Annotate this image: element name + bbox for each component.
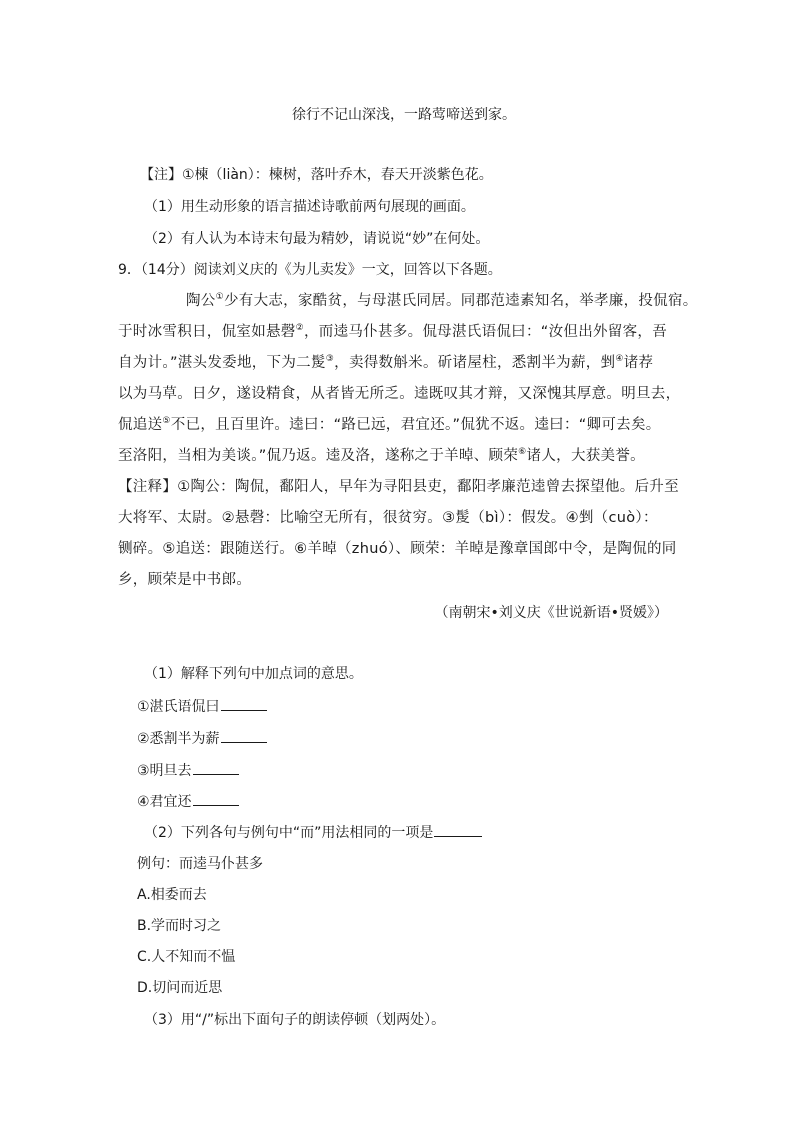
passage-line-4: 以为马草。日夕，遂设精食，从者皆无所乏。逵既叹其才辩，又深愧其厚意。明旦去， xyxy=(118,386,681,402)
sub-question-2-example: 例句：而逵马仆甚多 xyxy=(137,856,263,872)
option-a: A.相委而去 xyxy=(137,887,207,903)
annotation-line-3: 铡碎。⑤追送：跟随送行。⑥羊晫（zhuó）、顾荣：羊晫是豫章国郎中令，是陶侃的同 xyxy=(118,541,677,557)
passage-line-6: 至洛阳，当相为美谈。”侃乃返。逵及洛，遂称之于羊晫、顾荣⑥诸人，大获美誉。 xyxy=(118,447,645,464)
answer-blank[interactable] xyxy=(193,791,239,806)
sub-question-1-item: ④君宜还 xyxy=(137,791,697,812)
question-2: （2）有人认为本诗末句最为精妙，请说说“妙”在何处。 xyxy=(144,231,490,247)
answer-blank[interactable] xyxy=(221,728,267,743)
passage-line-2: 于时冰雪积日，侃室如悬磬②，而逵马仆甚多。侃母湛氏语侃曰：“汝但出外留客，吾 xyxy=(118,323,667,340)
annotation-line-1: 【注释】①陶公：陶侃，鄱阳人，早年为寻阳县吏，鄱阳孝廉范逵曾去探望他。后升至 xyxy=(118,479,679,495)
passage-source: （南朝宋•刘义庆《世说新语•贤媛》） xyxy=(434,605,668,621)
passage-line-1: 陶公①少有大志，家酷贫，与母湛氏同居。同郡范逵素知名，举孝廉，投侃宿。 xyxy=(186,292,698,309)
sub-question-1-title: （1）解释下列句中加点词的意思。 xyxy=(144,666,363,682)
answer-blank[interactable] xyxy=(193,760,239,775)
annotation-line-2: 大将军、太尉。②悬磬：比喻空无所有，很贫穷。③髲（bì）：假发。④剉（cuò）： xyxy=(118,510,658,526)
poem-line: 徐行不记山深浅，一路莺啼送到家。 xyxy=(292,107,516,123)
option-b: B.学而时习之 xyxy=(137,918,222,934)
answer-blank[interactable] xyxy=(434,822,482,837)
passage-line-3: 自为计。”湛头发委地，下为二髲③，卖得数斛米。斫诸屋柱，悉割半为薪，剉④诸荐 xyxy=(118,354,654,371)
option-d: D.切问而近思 xyxy=(137,980,223,996)
option-c: C.人不知而不愠 xyxy=(137,949,236,965)
question-1: （1）用生动形象的语言描述诗歌前两句展现的画面。 xyxy=(144,199,475,215)
poem-note: 【注】①楝（liàn）：楝树，落叶乔木，春天开淡紫色花。 xyxy=(140,167,493,183)
sub-question-2-title: （2）下列各句与例句中“而”用法相同的一项是 xyxy=(144,822,704,843)
answer-blank[interactable] xyxy=(221,696,267,711)
sub-question-1-item: ②悉割半为薪 xyxy=(137,728,697,749)
passage-line-5: 侃追送⑤不已，且百里许。逵曰：“路已远，君宜还。”侃犹不返。逵曰：“卿可去矣。 xyxy=(118,416,661,433)
annotation-line-4: 乡，顾荣是中书郎。 xyxy=(118,572,252,588)
sub-question-1-item: ①湛氏语侃曰 xyxy=(137,696,697,717)
question-9-heading: 9．（14分）阅读刘义庆的《为儿卖发》一文，回答以下各题。 xyxy=(118,262,502,278)
sub-question-3-title: （3）用“/”标出下面句子的朗读停顿（划两处）。 xyxy=(144,1012,446,1028)
sub-question-1-item: ③明旦去 xyxy=(137,760,697,781)
